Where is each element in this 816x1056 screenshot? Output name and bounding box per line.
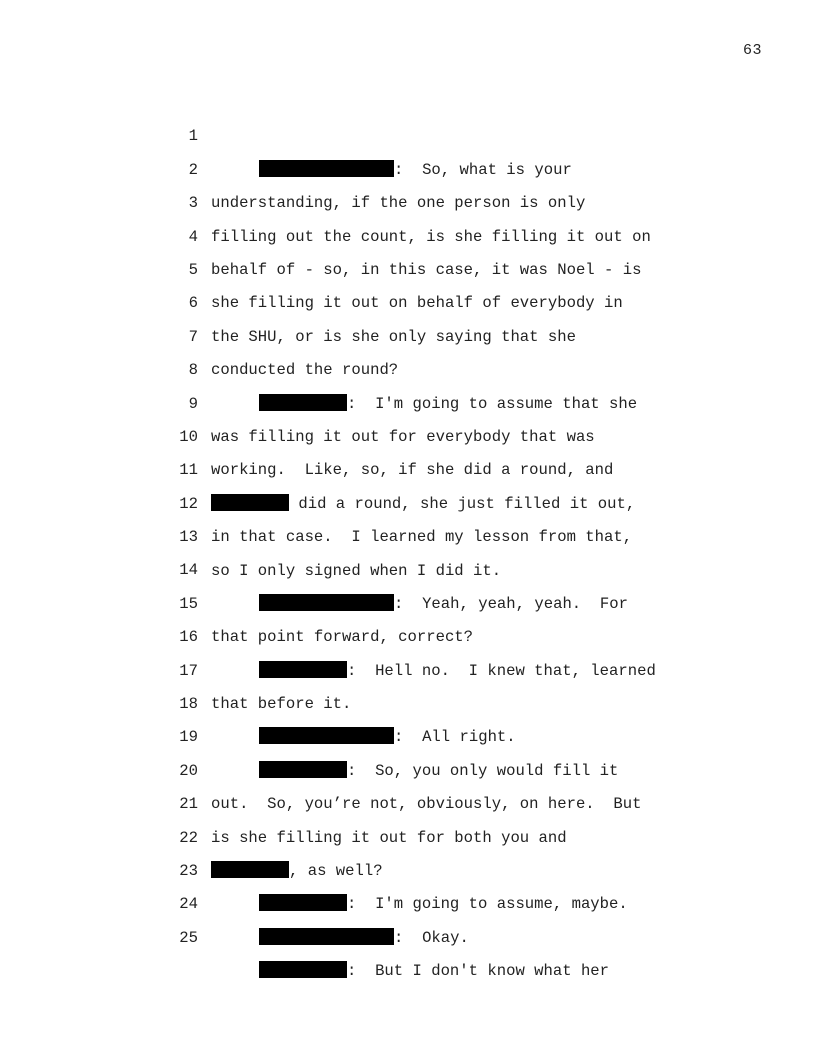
line-text: : So, you only would fill it — [347, 761, 619, 780]
transcript-line — [176, 87, 776, 179]
redaction-box — [259, 928, 394, 945]
line-number: 24 — [179, 895, 198, 914]
line-text: that before it. — [211, 695, 352, 714]
line-text: understanding, if the one person is only — [211, 194, 586, 213]
line-number: 4 — [188, 227, 198, 246]
line-text: she filling it out on behalf of everybody in — [211, 294, 623, 313]
line-text: : I'm going to assume that she — [347, 394, 638, 413]
line-number: 15 — [179, 594, 198, 613]
line-number: 17 — [179, 661, 198, 680]
line-text: : I'm going to assume, maybe. — [347, 895, 628, 914]
line-number: 23 — [179, 862, 198, 880]
line-number: 22 — [179, 828, 198, 847]
line-number: 7 — [188, 327, 198, 346]
line-text: behalf of - so, in this case, it was Noel - is — [211, 260, 642, 279]
line-text: : All right. — [394, 728, 516, 747]
line-text: working. Like, so, if she did a round, and — [211, 461, 614, 480]
line-number: 20 — [179, 761, 198, 780]
line-number: 14 — [179, 561, 198, 580]
redaction-box — [259, 961, 347, 978]
line-text: : But I don't know what her — [347, 962, 610, 981]
line-number: 25 — [179, 928, 198, 947]
line-text: the SHU, or is she only saying that she — [211, 327, 576, 346]
line-number: 13 — [179, 528, 198, 547]
line-text: filling out the count, is she filling it out on — [211, 227, 651, 246]
line-number: 5 — [188, 260, 198, 279]
line-text: , as well? — [289, 862, 383, 881]
line-text: did a round, she just filled it out, — [289, 494, 636, 513]
line-number: 16 — [179, 628, 198, 647]
line-text: : Hell no. I knew that, learned — [347, 661, 656, 680]
line-number: 12 — [179, 494, 198, 513]
line-text: out. So, you’re not, obviously, on here. But — [211, 795, 642, 814]
line-number: 2 — [188, 160, 198, 179]
line-text: : So, what is your — [394, 160, 572, 179]
line-text: was filling it out for everybody that was — [211, 427, 595, 446]
page-number: 63 — [742, 42, 762, 59]
line-number: 3 — [188, 194, 198, 213]
line-text: that point forward, correct? — [211, 628, 474, 647]
line-number: 1 — [188, 127, 198, 146]
line-text: conducted the round? — [211, 361, 399, 380]
line-number: 6 — [188, 294, 198, 313]
line-number: 10 — [179, 427, 198, 446]
line-text: : Okay. — [394, 928, 469, 947]
line-number: 21 — [179, 795, 198, 814]
line-text: is she filling it out for both you and — [211, 828, 567, 847]
line-number: 19 — [179, 728, 198, 747]
line-text: so I only signed when I did it. — [211, 561, 502, 580]
transcript-body — [176, 87, 776, 981]
line-number: 8 — [188, 361, 198, 380]
line-number: 18 — [179, 695, 198, 714]
line-text: : Yeah, yeah, yeah. For — [394, 594, 628, 613]
line-number: 9 — [188, 394, 198, 413]
line-text: in that case. I learned my lesson from that, — [211, 528, 633, 547]
line-number: 11 — [179, 461, 198, 480]
